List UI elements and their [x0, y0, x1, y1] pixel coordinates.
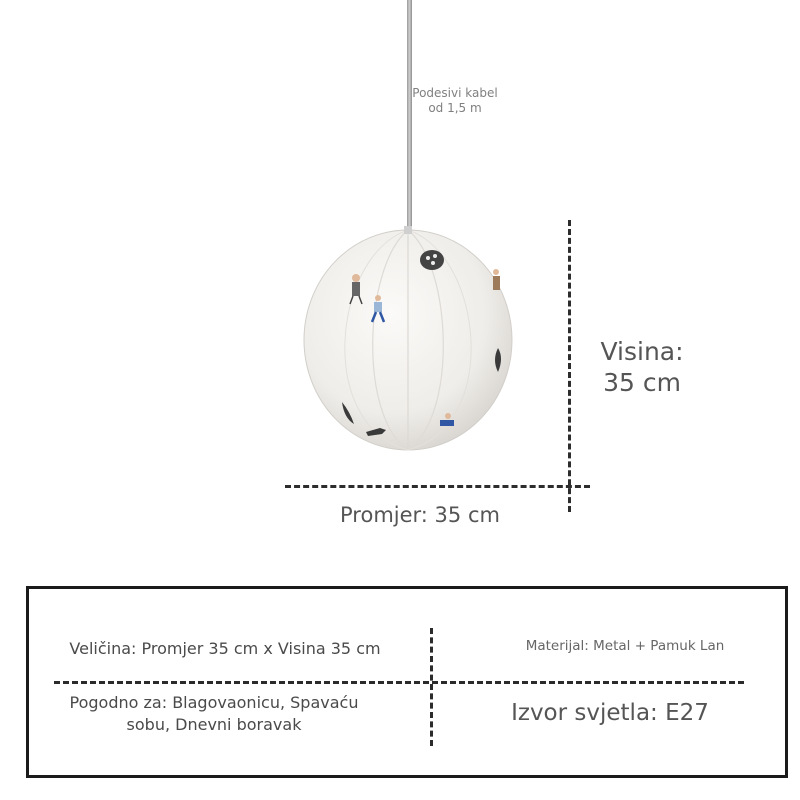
- spec-column-divider: [430, 628, 433, 746]
- spec-size: Veličina: Promjer 35 cm x Visina 35 cm: [69, 639, 381, 658]
- pendant-lamp-image: [302, 226, 514, 452]
- spec-suitable-for: [44, 692, 384, 736]
- height-value-text: 35 cm: [603, 368, 681, 397]
- cable-length-note: Podesivi kabel od 1,5 m: [412, 86, 498, 115]
- height-label-text: Visina:: [600, 337, 684, 366]
- spec-row-divider: [54, 681, 744, 684]
- lamp-cap: [404, 226, 412, 234]
- spec-material: Materijal: Metal + Pamuk Lan: [525, 638, 725, 654]
- spec-suitable-line-2: sobu, Dnevni boravak: [126, 715, 302, 734]
- spec-suitable-line-1: Pogodno za: Blagovaonicu, Spavaću: [69, 693, 359, 712]
- height-dimension-line: [568, 220, 571, 512]
- diameter-dimension-line: [285, 485, 590, 488]
- diameter-dimension-label: Promjer: 35 cm: [340, 503, 500, 527]
- height-dimension-label: [592, 336, 692, 398]
- spec-light-source: Izvor svjetla: E27: [511, 700, 709, 726]
